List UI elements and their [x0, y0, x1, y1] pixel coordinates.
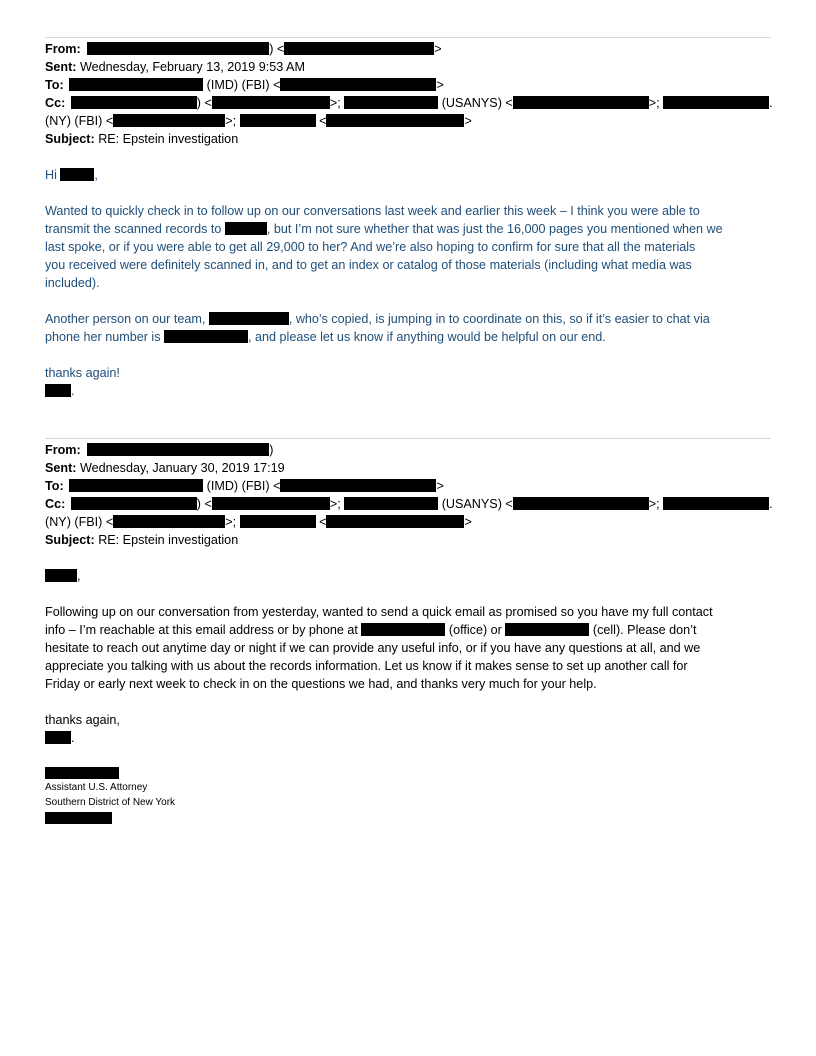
sent-line: [45, 459, 285, 477]
redaction: [505, 623, 589, 636]
signature-period: .: [71, 384, 75, 398]
subject-line: [45, 531, 238, 549]
redaction: [45, 767, 119, 779]
redaction: [513, 96, 649, 109]
paragraph-text: , who’s copied, is jumping in to coordinate on this, so if it’s easier to chat via: [288, 312, 710, 326]
redaction: [45, 384, 71, 397]
paragraph-text: , and please let us know if anything would be helpful on our end.: [248, 330, 606, 344]
closing: [45, 711, 120, 729]
cc-label: Cc:: [45, 96, 66, 110]
redaction: [663, 497, 769, 510]
subject-label: Subject:: [45, 533, 95, 547]
to-end: >: [436, 78, 444, 92]
paragraph-text: phone her number is: [45, 330, 165, 344]
redaction: [225, 222, 267, 235]
from-line: [45, 40, 442, 58]
signature-title: Assistant U.S. Attorney: [45, 782, 148, 793]
cc-org: (NY) (FBI) <: [45, 114, 114, 128]
paragraph-line: [45, 639, 700, 657]
cc-sep: >;: [225, 515, 240, 529]
cc-sep: <: [315, 114, 327, 128]
paragraph-text: (office) or: [445, 623, 506, 637]
cc-sep: >;: [329, 96, 345, 110]
cc-sep: ) <: [196, 96, 212, 110]
from-separator: ) <: [269, 42, 285, 56]
cc-sep: >: [464, 515, 472, 529]
cc-sep: >;: [648, 96, 664, 110]
cc-sep: ) <: [196, 497, 212, 511]
paragraph-line: [45, 328, 606, 346]
cc-sep: >;: [648, 497, 664, 511]
paragraph-text: last spoke, or if you were able to get all 29,000 to her? And we’re also hoping to confirm for sure that all the materials: [45, 240, 696, 254]
redaction: [212, 96, 330, 109]
to-line: [45, 76, 444, 94]
sent-line: [45, 58, 305, 76]
to-line: [45, 477, 444, 495]
redaction: [212, 497, 330, 510]
cc-line-continued: [45, 513, 472, 531]
redaction: [361, 623, 445, 636]
paragraph-text: Wanted to quickly check in to follow up on our conversations last week and earlier this week – I think you were able to: [45, 204, 700, 218]
paragraph-text: , but I’m not sure whether that was just the 16,000 pages you mentioned when we: [266, 222, 723, 236]
sent-date: Wednesday, January 30, 2019 17:19: [79, 461, 285, 475]
paragraph-text: Friday or early next week to check in on the questions we had, and thanks very much for your help.: [45, 677, 597, 691]
paragraph-text: Following up on our conversation from yesterday, wanted to send a quick email as promised so you have my full contact: [45, 605, 713, 619]
to-org: (IMD) (FBI) <: [206, 479, 281, 493]
cc-sep: <: [315, 515, 327, 529]
redaction: [164, 330, 248, 343]
cc-line: [45, 495, 773, 513]
to-label: To:: [45, 479, 64, 493]
cc-org: (USANYS) <: [438, 497, 513, 511]
cc-sep: >: [464, 114, 472, 128]
paragraph-text: (cell). Please don’t: [589, 623, 697, 637]
redaction: [60, 168, 94, 181]
to-end: >: [436, 479, 444, 493]
paragraph-line: [45, 202, 700, 220]
redaction: [280, 479, 436, 492]
sent-label: Sent:: [45, 60, 77, 74]
paragraph-line: [45, 603, 713, 621]
sent-label: Sent:: [45, 461, 77, 475]
subject-label: Subject:: [45, 132, 95, 146]
subject-text: RE: Epstein investigation: [98, 132, 239, 146]
redaction: [113, 515, 225, 528]
closing-text: thanks again,: [45, 713, 120, 727]
paragraph-line: [45, 220, 723, 238]
separator-line: [45, 37, 771, 38]
redaction: [240, 114, 316, 127]
to-label: To:: [45, 78, 64, 92]
redaction: [113, 114, 225, 127]
greeting-comma: ,: [77, 569, 81, 583]
paragraph-line: [45, 675, 597, 693]
paragraph-text: info – I’m reachable at this email address or by phone at: [45, 623, 362, 637]
paragraph-line: [45, 621, 697, 639]
redaction: [663, 96, 769, 109]
paragraph-text: hesitate to reach out anytime day or night if we can provide any useful info, or if you have any questions at all, and we: [45, 641, 701, 655]
redaction: [71, 96, 197, 109]
redaction: [45, 731, 71, 744]
closing-text: thanks again!: [45, 366, 120, 380]
redaction: [326, 515, 464, 528]
cc-org: (NY) (FBI) <: [45, 515, 114, 529]
redaction: [71, 497, 197, 510]
redaction: [240, 515, 316, 528]
separator-line: [45, 438, 771, 439]
paragraph-text: included).: [45, 276, 100, 290]
closing: [45, 364, 120, 382]
redaction: [87, 42, 269, 55]
redaction: [45, 569, 77, 582]
sent-date: Wednesday, February 13, 2019 9:53 AM: [79, 60, 305, 74]
redaction: [69, 479, 203, 492]
redaction: [209, 312, 289, 325]
paragraph-text: you received were definitely scanned in, and to get an index or catalog of those materials (including what media was: [45, 258, 692, 272]
cc-line: [45, 94, 773, 112]
from-end: >: [434, 42, 442, 56]
to-org: (IMD) (FBI) <: [206, 78, 281, 92]
redaction: [69, 78, 203, 91]
paragraph-line: [45, 310, 710, 328]
greeting: [45, 567, 81, 585]
from-label: From:: [45, 443, 81, 457]
from-label: From:: [45, 42, 81, 56]
greeting: [45, 166, 98, 184]
signature: [45, 382, 75, 400]
paragraph-text: appreciate you talking with us about the records information. Let us know if it makes sense to set up another call for: [45, 659, 688, 673]
redaction: [280, 78, 436, 91]
paragraph-line: [45, 256, 692, 274]
paragraph-line: [45, 238, 695, 256]
redaction: [344, 96, 438, 109]
cc-sep: >;: [329, 497, 345, 511]
paragraph-line: [45, 657, 688, 675]
signature-period: .: [71, 731, 75, 745]
cc-sep: >;: [225, 114, 240, 128]
greeting-comma: ,: [94, 168, 98, 182]
paragraph-text: transmit the scanned records to: [45, 222, 225, 236]
cc-label: Cc:: [45, 497, 66, 511]
paragraph-text: Another person on our team,: [45, 312, 209, 326]
redaction: [87, 443, 269, 456]
from-line: [45, 441, 273, 459]
redaction: [284, 42, 434, 55]
signature: [45, 729, 75, 747]
redaction: [326, 114, 464, 127]
signature-phone-redacted: [45, 812, 112, 827]
cc-line-continued: [45, 112, 472, 130]
signature-office: Southern District of New York: [45, 797, 176, 808]
redaction: [513, 497, 649, 510]
redaction: [45, 812, 112, 824]
greeting-text: Hi: [45, 168, 61, 182]
subject-line: [45, 130, 238, 148]
cc-org: (USANYS) <: [438, 96, 513, 110]
cc-sep: .: [769, 497, 773, 511]
redaction: [344, 497, 438, 510]
paragraph-line: [45, 274, 100, 292]
subject-text: RE: Epstein investigation: [98, 533, 239, 547]
cc-sep: .: [769, 96, 773, 110]
from-end: ): [269, 443, 274, 457]
